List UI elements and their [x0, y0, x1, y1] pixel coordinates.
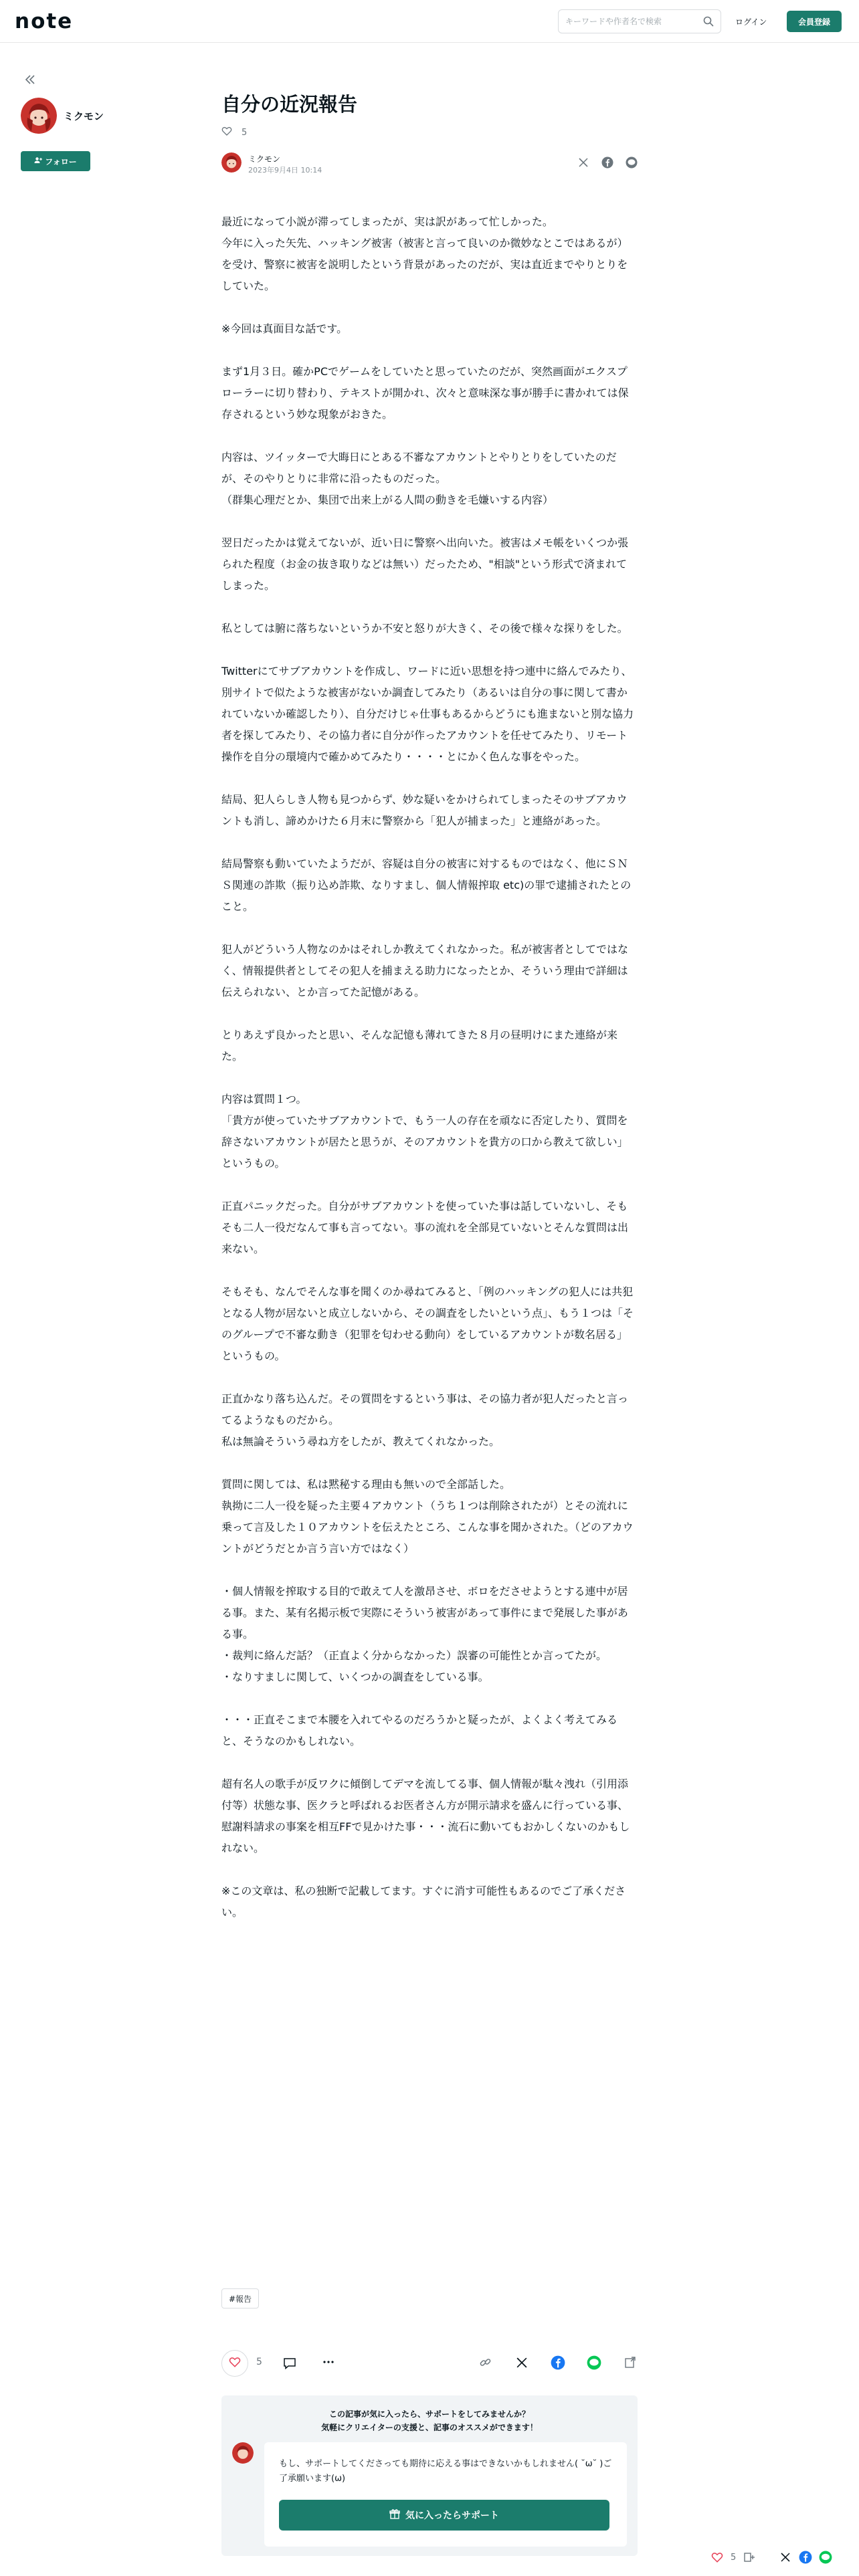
heart-icon[interactable] — [710, 2551, 724, 2564]
support-heading-line2: 気軽にクリエイターの支援と、記事のオススメができます！ — [321, 2423, 538, 2432]
x-share-icon[interactable] — [779, 2551, 792, 2564]
article-paragraph: ※今回は真面目な話です。 — [221, 322, 348, 335]
article-paragraph: 内容は、ツイッターで大晦日にとある不審なアカウントとやりとりをしていたのだが、そのやりとりに非常に沿ったものだった。 （群集心理だとか、集団で出来上がる人間の動きを毛嫌いする内容） — [221, 451, 617, 506]
share-buttons-top — [577, 156, 638, 169]
publish-date: 2023年9月4日 10:14 — [248, 166, 322, 175]
article-paragraph: ・個人情報を搾取する目的で敢えて人を激昂させ、ボロをださせようとする連中が居る事。また、某有名掲示板で実際にそういう被害があって事件にまで発展した事がある事。 ・裁判に絡んだ話？（正直よく分からなかった）誤審の可能性とか言ってたが。 ・なりすましに関して、いくつかの調査をしている事。 — [221, 1585, 628, 1683]
follow-label: フォロー — [45, 156, 77, 167]
support-author-avatar[interactable] — [232, 2442, 254, 2464]
support-card — [264, 2442, 627, 2547]
heart-icon — [229, 2356, 241, 2371]
signup-button[interactable]: 会員登録 — [787, 11, 842, 32]
heart-icon[interactable] — [221, 126, 232, 139]
line-share-icon[interactable] — [626, 156, 638, 169]
hashtag-chip[interactable]: #報告 — [221, 2288, 259, 2309]
add-user-icon — [34, 156, 42, 167]
article-paragraph: 結局、犯人らしき人物も見つからず、妙な疑いをかけられてしまったそのサブアカウントも消し、諦めかけた６月末に警察から「犯人が捕まった」と連絡があった。 — [221, 793, 628, 827]
article-paragraph: 正直かなり落ち込んだ。その質問をするという事は、その協力者が犯人だったと言ってるようなものだから。 私は無論そういう尋ね方をしたが、教えてくれなかった。 — [221, 1392, 629, 1448]
article-paragraph: 翌日だったかは覚えてないが、近い日に警察へ出向いた。被害はメモ帳をいくつか張られた程度（お金の抜き取りなどは無い）だったため、"相談"という形式で済まれてしまった。 — [221, 536, 629, 592]
meta-author-name[interactable]: ミクモン — [248, 154, 281, 164]
facebook-share-icon[interactable] — [551, 2355, 565, 2370]
facebook-share-icon[interactable] — [799, 2551, 812, 2564]
support-message: もし、サポートしてくださっても期待に応える事はできないかもしれません( ˘ω˘ )ご了承願います(ω) — [279, 2459, 612, 2484]
line-share-icon[interactable] — [819, 2551, 832, 2564]
like-summary[interactable] — [221, 126, 247, 139]
article-paragraph: 私としては腑に落ちないというか不安と怒りが大きく、その後で様々な探りをした。 — [221, 622, 628, 635]
facebook-share-icon[interactable] — [601, 156, 613, 169]
support-button[interactable] — [279, 2500, 609, 2531]
article-action-bar — [221, 2347, 638, 2379]
like-count: 5 — [242, 127, 248, 138]
float-like-count: 5 — [731, 2552, 737, 2563]
support-heading — [221, 2407, 638, 2434]
article-paragraph: 超有名人の歌手が反ワクに傾倒してデマを流してる事、個人情報が駄々洩れ（引用添付等）状態な事、医クラと呼ばれるお医者さん方が開示請求を盛んに行っている事、慰謝料請求の事案を相互FFで見かけた事・・・流石に動いてもおかしくないのかもしれない。 — [221, 1778, 630, 1854]
article-paragraph: とりあえず良かったと思い、そんな記憶も薄れてきた８月の昼明けにまた連絡が来た。 — [221, 1029, 618, 1063]
gift-icon — [389, 2508, 400, 2522]
floating-action-bar — [710, 2548, 859, 2567]
article — [221, 91, 638, 1919]
article-paragraph: 内容は質問１つ。 「貴方が使っていたサブアカウントで、もう一人の存在を頑なに否定したり、質問を辞さないアカウントが居たと思うが、そのアカウントを貴方の口から教えて欲しい」というもの。 — [221, 1093, 628, 1170]
search-icon[interactable] — [703, 16, 714, 27]
meta-author-avatar[interactable] — [221, 152, 242, 173]
magazine-add-icon[interactable] — [743, 2551, 756, 2564]
article-paragraph: 犯人がどういう人物なのかはそれしか教えてくれなかった。私が被害者としてではなく、情報提供者としてその犯人を捕まえる助力になったとか、そういう理由で詳細は伝えられない、とか言ってた記憶がある。 — [221, 943, 629, 998]
x-share-icon[interactable] — [577, 156, 589, 169]
note-logo[interactable]: note — [15, 9, 74, 33]
x-share-icon[interactable] — [514, 2355, 529, 2370]
like-count: 5 — [256, 2357, 262, 2367]
article-paragraph: ・・・正直そこまで本腰を入れてやるのだろうかと疑ったが、よくよく考えてみると、そうなのかもしれない。 — [221, 1713, 618, 1747]
article-paragraph: 質問に関しては、私は黙秘する理由も無いので全部話した。 執拗に二人一役を疑った主要４アカウント（うち１つは削除されたが）とその流れに乗って言及した１０アカウントを伝えたところ、こんな事を聞かされた。（どのアカウントがどうだとか言う言い方ではなく） — [221, 1478, 634, 1555]
article-paragraph: Twitterにてサブアカウントを作成し、ワードに近い思想を持つ連中に絡んでみたり、別サイトで似たような被害がないか調査してみたり（あるいは自分の事に関して書かれていないか確認したり）、自分だけじゃ仕事もあるからどうにも進まないと別な協力者を探してみたり、その協力者に自分が作ったアカウントを任せてみたり、リモート操作を自分の環境内で確かめてみたり・・・・とにかく色んな事をやった。 — [221, 665, 634, 763]
search-input[interactable] — [565, 14, 696, 29]
comment-icon[interactable] — [283, 2357, 296, 2373]
follow-button[interactable] — [21, 151, 90, 171]
support-button-label: 気に入ったらサポート — [405, 2510, 499, 2521]
sidebar-author-name[interactable]: ミクモン — [64, 110, 104, 122]
copy-link-icon[interactable] — [478, 2355, 493, 2370]
support-box — [221, 2395, 638, 2556]
global-header — [0, 0, 859, 43]
article-paragraph: まず1月３日。確かPCでゲームをしていたと思っていたのだが、突然画面がエクスプローラーに切り替わり、テキストが開かれ、次々と意味深な事が勝手に書かれては保存されるという妙な現象がおきた。 — [221, 365, 629, 421]
article-title: 自分の近況報告 — [221, 93, 358, 116]
article-paragraph: そもそも、なんでそんな事を聞くのか尋ねてみると、「例のハッキングの犯人には共犯となる人物が居ないと成立しないから、その調査をしたいという点」、もう１つは「そのグループで不審な動き（犯罪を匂わせる動向）をしているアカウントが数名居る」というもの。 — [221, 1285, 634, 1362]
article-paragraph: ※この文章は、私の独断で記載してます。すぐに消す可能性もあるのでご了承ください。 — [221, 1885, 626, 1919]
search-box[interactable] — [558, 9, 721, 33]
share-buttons-bottom — [478, 2355, 638, 2370]
line-share-icon[interactable] — [587, 2355, 601, 2370]
article-meta — [221, 151, 638, 178]
article-paragraph: 結局警察も動いていたようだが、容疑は自分の被害に対するものではなく、他にＳＮＳ関連の詐欺（振り込め詐欺、なりすまし、個人情報搾取 etc)の罪で逮捕されたとのこと。 — [221, 857, 632, 913]
collapse-sidebar-icon[interactable] — [23, 73, 37, 86]
login-button[interactable]: ログイン — [735, 17, 767, 27]
more-options-icon[interactable] — [322, 2355, 335, 2372]
article-body — [221, 211, 638, 1945]
article-paragraph: 最近になって小説が滞ってしまったが、実は訳があって忙しかった。 今年に入った矢先、ハッキング被害（被害と言って良いのか微妙なとこではあるが）を受け、警察に被害を説明したという背景があったのだが、実は直近までやりとりをしていた。 — [221, 215, 628, 292]
article-paragraph: 正直パニックだった。自分がサブアカウントを使っていた事は話していないし、そもそも二人一役だなんて事も言ってない。事の流れを全部見ていないとそんな質問は出来ない。 — [221, 1200, 629, 1255]
author-avatar[interactable] — [21, 98, 57, 134]
support-heading-line1: この記事が気に入ったら、サポートをしてみませんか？ — [328, 2409, 530, 2419]
embed-icon[interactable] — [623, 2355, 638, 2370]
like-button[interactable] — [221, 2350, 248, 2377]
